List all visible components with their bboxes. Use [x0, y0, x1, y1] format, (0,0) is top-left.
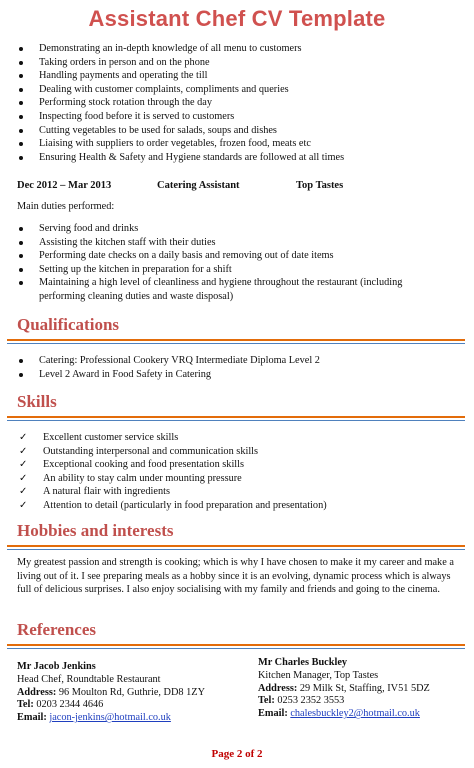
bullet-icon: [19, 129, 23, 133]
job-dates: Dec 2012 – Mar 2013: [17, 180, 112, 191]
list-item: Cutting vegetables to be used for salads, soups and dishes: [17, 124, 462, 138]
bullet-icon: [19, 373, 23, 377]
bullet-icon: [19, 88, 23, 92]
section-divider-blue: [7, 343, 465, 344]
job-intro: Main duties performed:: [17, 201, 115, 212]
reference-email: Email: jacon-jenkins@hotmail.co.uk: [17, 712, 171, 724]
reference-address: Address: 29 Milk St, Staffing, IV51 5DZ: [258, 682, 430, 694]
page-number: Page 2 of 2: [211, 748, 263, 760]
list-item: ✓ An ability to stay calm under mounting pressure: [19, 472, 242, 484]
list-item: Taking orders in person and on the phone: [17, 56, 462, 70]
list-item: ✓ Attention to detail (particularly in food preparation and presentation): [19, 499, 327, 511]
section-divider-orange: [7, 416, 465, 418]
list-item: Performing stock rotation through the day: [17, 96, 462, 110]
bullet-icon: [19, 101, 23, 105]
qualifications-heading: Qualifications: [17, 315, 120, 334]
list-item: ✓ Exceptional cooking and food presentation skills: [19, 459, 245, 471]
section-divider-blue: [7, 420, 465, 421]
list-item: Handling payments and operating the till: [17, 69, 462, 83]
list-item: Dealing with customer complaints, compliments and queries: [17, 83, 462, 97]
checkmark-icon: ✓: [19, 499, 28, 511]
checkmark-icon: ✓: [19, 486, 28, 498]
reference-name: Mr Jacob Jenkins: [17, 661, 96, 672]
section-divider-blue: [7, 549, 465, 550]
list-item: Level 2 Award in Food Safety in Catering: [17, 368, 462, 382]
list-item: ✓ Excellent customer service skills: [19, 432, 179, 443]
qualifications-list: [17, 354, 462, 381]
list-item: Catering: Professional Cookery VRQ Intermediate Diploma Level 2: [17, 354, 462, 368]
checkmark-icon: ✓: [19, 445, 28, 457]
reference-2: [258, 657, 430, 721]
bullet-icon: [19, 74, 23, 78]
section-divider-orange: [7, 339, 465, 341]
duties-list-top: [17, 42, 462, 164]
bullet-icon: [19, 47, 23, 51]
bullet-icon: [19, 281, 23, 285]
bullet-icon: [19, 115, 23, 119]
bullet-icon: [19, 241, 23, 245]
list-item: Liaising with suppliers to order vegetables, frozen food, meats etc: [17, 137, 462, 151]
list-item: Inspecting food before it is served to customers: [17, 110, 462, 124]
skills-list: [17, 431, 462, 513]
list-item: Serving food and drinks: [17, 222, 417, 236]
reference-email: Email: chalesbuckley2@hotmail.co.uk: [258, 708, 420, 720]
bullet-icon: [19, 156, 23, 160]
bullet-icon: [19, 254, 23, 258]
list-item: Assisting the kitchen staff with their duties: [17, 236, 417, 250]
reference-position: Head Chef, Roundtable Restaurant: [17, 673, 161, 685]
list-item: Demonstrating an in-depth knowledge of all menu to customers: [17, 42, 462, 56]
checkmark-icon: ✓: [19, 432, 28, 443]
list-item: Performing date checks on a daily basis and removing out of date items: [17, 249, 417, 263]
bullet-icon: [19, 268, 23, 272]
bullet-icon: [19, 142, 23, 146]
reference-1: [17, 661, 205, 725]
list-item: Ensuring Health & Safety and Hygiene standards are followed at all times: [17, 151, 462, 165]
checkmark-icon: ✓: [19, 459, 28, 471]
reference-name: Mr Charles Buckley: [258, 657, 348, 668]
email-link[interactable]: chalesbuckley2@hotmail.co.uk: [290, 708, 420, 720]
section-divider-blue: [7, 648, 465, 649]
hobbies-paragraph: My greatest passion and strength is cooking; which is why I have chosen to make it my career and make a living out of it. I see preparing meals as a hobby since it is an evolving, dynamic process which is always full of delicious surprises. I also enjoy socialising with my family and friends and going to the cinema.: [17, 557, 454, 596]
list-item: Maintaining a high level of cleanliness and hygiene throughout the restaurant (including performing cleaning duties and waste disposal): [17, 276, 417, 303]
list-item: ✓ A natural flair with ingredients: [19, 486, 170, 498]
document-title: Assistant Chef CV Template: [88, 6, 386, 31]
bullet-icon: [19, 227, 23, 231]
reference-position: Kitchen Manager, Top Tastes: [258, 669, 379, 681]
list-item: ✓ Outstanding interpersonal and communication skills: [19, 445, 259, 457]
checkmark-icon: ✓: [19, 472, 28, 484]
reference-tel: Tel: 0203 2344 4646: [17, 699, 104, 711]
job-role: Catering Assistant: [157, 180, 240, 191]
references-heading: References: [17, 620, 96, 639]
job-duties-list: [17, 222, 417, 304]
bullet-icon: [19, 61, 23, 65]
list-item: Setting up the kitchen in preparation for a shift: [17, 263, 417, 277]
bullet-icon: [19, 359, 23, 363]
job-company: Top Tastes: [296, 180, 344, 191]
hobbies-heading: Hobbies and interests: [17, 521, 174, 540]
section-divider-orange: [7, 644, 465, 646]
email-link[interactable]: jacon-jenkins@hotmail.co.uk: [49, 712, 171, 724]
section-divider-orange: [7, 545, 465, 547]
reference-tel: Tel: 0253 2352 3553: [258, 695, 345, 707]
skills-heading: Skills: [17, 392, 57, 411]
reference-address: Address: 96 Moulton Rd, Guthrie, DD8 1ZY: [17, 686, 206, 698]
